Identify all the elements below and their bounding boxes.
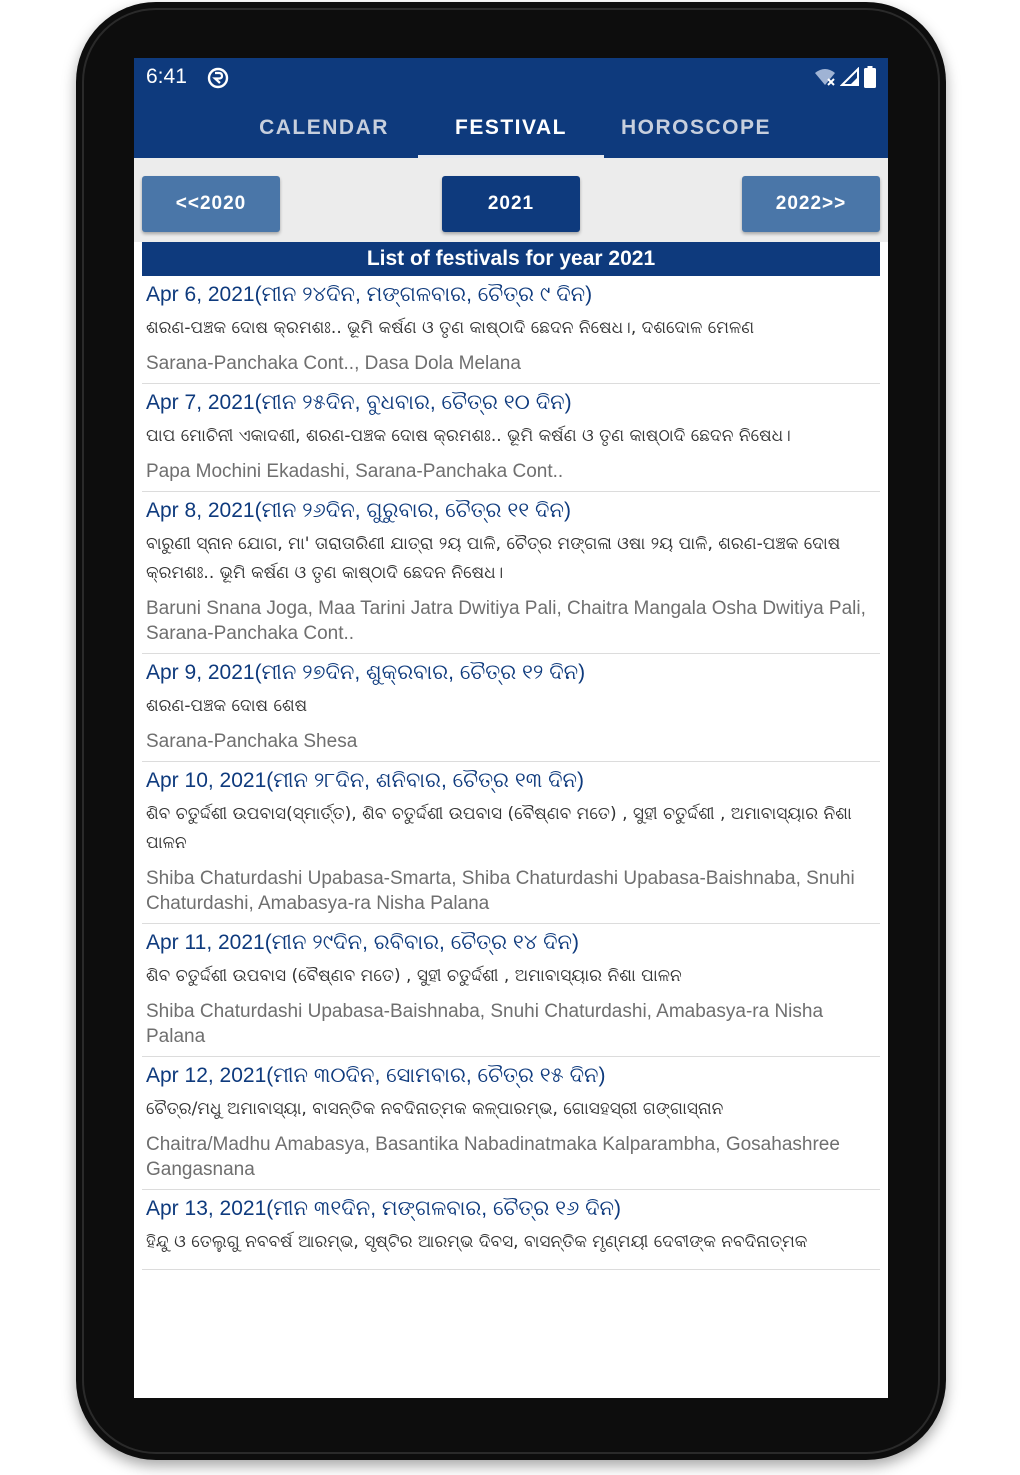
- festival-english-text: Sarana-Panchaka Cont.., Dasa Dola Melana: [146, 353, 521, 374]
- festival-date: Apr 7, 2021(ମୀନ ୨୫ଦିନ, ବୁଧବାର, ଚୈତ୍ର ୧୦ ଦିନ): [146, 391, 572, 414]
- status-bar: [134, 58, 888, 98]
- festival-date: Apr 12, 2021(ମୀନ ୩୦ଦିନ, ସୋମବାର, ଚୈତ୍ର ୧୫ ଦିନ): [146, 1064, 606, 1087]
- wifi-icon: [814, 67, 836, 87]
- tab-bar: [134, 98, 888, 158]
- previous-year-button[interactable]: <<2020: [142, 176, 280, 232]
- festival-date: Apr 8, 2021(ମୀନ ୨୬ଦିନ, ଗୁରୁବାର, ଚୈତ୍ର ୧୧ ଦିନ): [146, 499, 571, 522]
- next-year-button[interactable]: 2022>>: [742, 176, 880, 232]
- festival-item[interactable]: [142, 654, 880, 762]
- tab-horoscope[interactable]: HOROSCOPE: [620, 116, 772, 139]
- festival-item[interactable]: [142, 1057, 880, 1190]
- festival-item[interactable]: [142, 384, 880, 492]
- festival-item[interactable]: [142, 762, 880, 924]
- festival-item[interactable]: [142, 1190, 880, 1270]
- festival-odia-text: ଶିବ ଚତୁର୍ଦ୍ଦଶୀ ଉପବାସ(ସ୍ମାର୍ତ୍ତ), ଶିବ ଚତୁର୍ଦ୍ଦଶୀ ଉପବାସ (ବୈଷ୍ଣବ ମତେ) , ସୁହୀ ଚତୁର୍ଦ୍ଦଶୀ , ଅମାବାସ୍ୟାର ନିଶା ପାଳନ: [146, 804, 852, 853]
- current-year-button[interactable]: 2021: [442, 176, 580, 232]
- festival-date: Apr 6, 2021(ମୀନ ୨୪ଦିନ, ମଙ୍ଗଳବାର, ଚୈତ୍ର ୯ ଦିନ): [146, 283, 593, 306]
- festival-item[interactable]: [142, 924, 880, 1057]
- festival-english-text: Shiba Chaturdashi Upabasa-Baishnaba, Snuhi Chaturdashi, Amabasya-ra Nisha Palana: [146, 1001, 824, 1047]
- festival-english-text: Baruni Snana Joga, Maa Tarini Jatra Dwitiya Pali, Chaitra Mangala Osha Dwitiya Pali, Sarana-Panchaka Cont..: [146, 598, 866, 644]
- festival-date: Apr 13, 2021(ମୀନ ୩୧ଦିନ, ମଙ୍ଗଳବାର, ଚୈତ୍ର ୧୬ ଦିନ): [146, 1197, 622, 1220]
- cellular-signal-icon: [840, 67, 860, 87]
- festival-odia-text: ପାପ ମୋଚିନୀ ଏକାଦଶୀ, ଶରଣ-ପଞ୍ଚକ ଦୋଷ କ୍ରମଶଃ.. ଭୂମି କର୍ଷଣ ଓ ତୃଣ କାଷ୍ଠାଦି ଛେଦନ ନିଷେଧ।: [146, 426, 791, 446]
- festival-date: Apr 11, 2021(ମୀନ ୨୯ଦିନ, ରବିବାର, ଚୈତ୍ର ୧୪ ଦିନ): [146, 931, 580, 954]
- festival-odia-text: ଶିବ ଚତୁର୍ଦ୍ଦଶୀ ଉପବାସ (ବୈଷ୍ଣବ ମତେ) , ସୁହୀ ଚତୁର୍ଦ୍ଦଶୀ , ଅମାବାସ୍ୟାର ନିଶା ପାଳନ: [146, 966, 682, 986]
- festival-list-title: List of festivals for year 2021: [142, 242, 880, 276]
- festival-odia-text: ହିନ୍ଦୁ ଓ ତେଲୁଗୁ ନବବର୍ଷ ଆରମ୍ଭ, ସୃଷ୍ଟିର ଆରମ୍ଭ ଦିବସ, ବାସନ୍ତିକ ମୃଣ୍ମୟୀ ଦେବୀଙ୍କ ନବଦିନାତ୍ମକ: [146, 1232, 808, 1252]
- festival-list[interactable]: [142, 276, 880, 1292]
- festival-item[interactable]: [142, 276, 880, 384]
- festival-odia-text: ଚୈତ୍ର/ମଧୁ ଅମାବାସ୍ୟା, ବାସନ୍ତିକ ନବଦିନାତ୍ମକ କଳ୍ପାରମ୍ଭ, ଗୋସହସ୍ରୀ ଗଙ୍ଗାସ୍ନାନ: [146, 1099, 724, 1119]
- festival-english-text: Chaitra/Madhu Amabasya, Basantika Nabadinatmaka Kalparambha, Gosahashree Gangasnana: [146, 1134, 840, 1180]
- tab-calendar[interactable]: CALENDAR: [259, 116, 389, 139]
- festival-english-text: Sarana-Panchaka Shesa: [146, 731, 358, 752]
- tab-festival[interactable]: FESTIVAL: [455, 116, 567, 139]
- festival-odia-text: ଶରଣ-ପଞ୍ଚକ ଦୋଷ କ୍ରମଶଃ.. ଭୂମି କର୍ଷଣ ଓ ତୃଣ କାଷ୍ଠାଦି ଛେଦନ ନିଷେଧ।, ଦଶଦୋଳ ମେଳଣ: [146, 318, 755, 338]
- year-navigation: [134, 158, 888, 242]
- festival-item[interactable]: [142, 492, 880, 654]
- battery-icon: [864, 66, 876, 88]
- app-screen: [134, 58, 888, 1398]
- festival-date: Apr 9, 2021(ମୀନ ୨୭ଦିନ, ଶୁକ୍ରବାର, ଚୈତ୍ର ୧୨ ଦିନ): [146, 661, 586, 684]
- festival-odia-text: ଶରଣ-ପଞ୍ଚକ ଦୋଷ ଶେଷ: [146, 696, 308, 716]
- status-icons: [814, 66, 876, 88]
- festival-english-text: Papa Mochini Ekadashi, Sarana-Panchaka Cont..: [146, 461, 564, 482]
- notification-app-icon: [206, 66, 230, 90]
- festival-odia-text: ବାରୁଣୀ ସ୍ନାନ ଯୋଗ, ମା' ତାରାତାରିଣୀ ଯାତ୍ରା ୨ୟ ପାଳି, ଚୈତ୍ର ମଙ୍ଗଳା ଓଷା ୨ୟ ପାଳି, ଶରଣ-ପଞ୍ଚକ ଦୋଷ କ୍ରମଶଃ.. ଭୂମି କର୍ଷଣ ଓ ତୃଣ କାଷ୍ଠାଦି ଛେଦନ ନିଷେଧ।: [146, 534, 841, 583]
- status-time: 6:41: [146, 65, 187, 88]
- festival-date: Apr 10, 2021(ମୀନ ୨୮ଦିନ, ଶନିବାର, ଚୈତ୍ର ୧୩ ଦିନ): [146, 769, 585, 792]
- festival-english-text: Shiba Chaturdashi Upabasa-Smarta, Shiba Chaturdashi Upabasa-Baishnaba, Snuhi Chaturdashi, Amabasya-ra Nisha Palana: [146, 868, 855, 914]
